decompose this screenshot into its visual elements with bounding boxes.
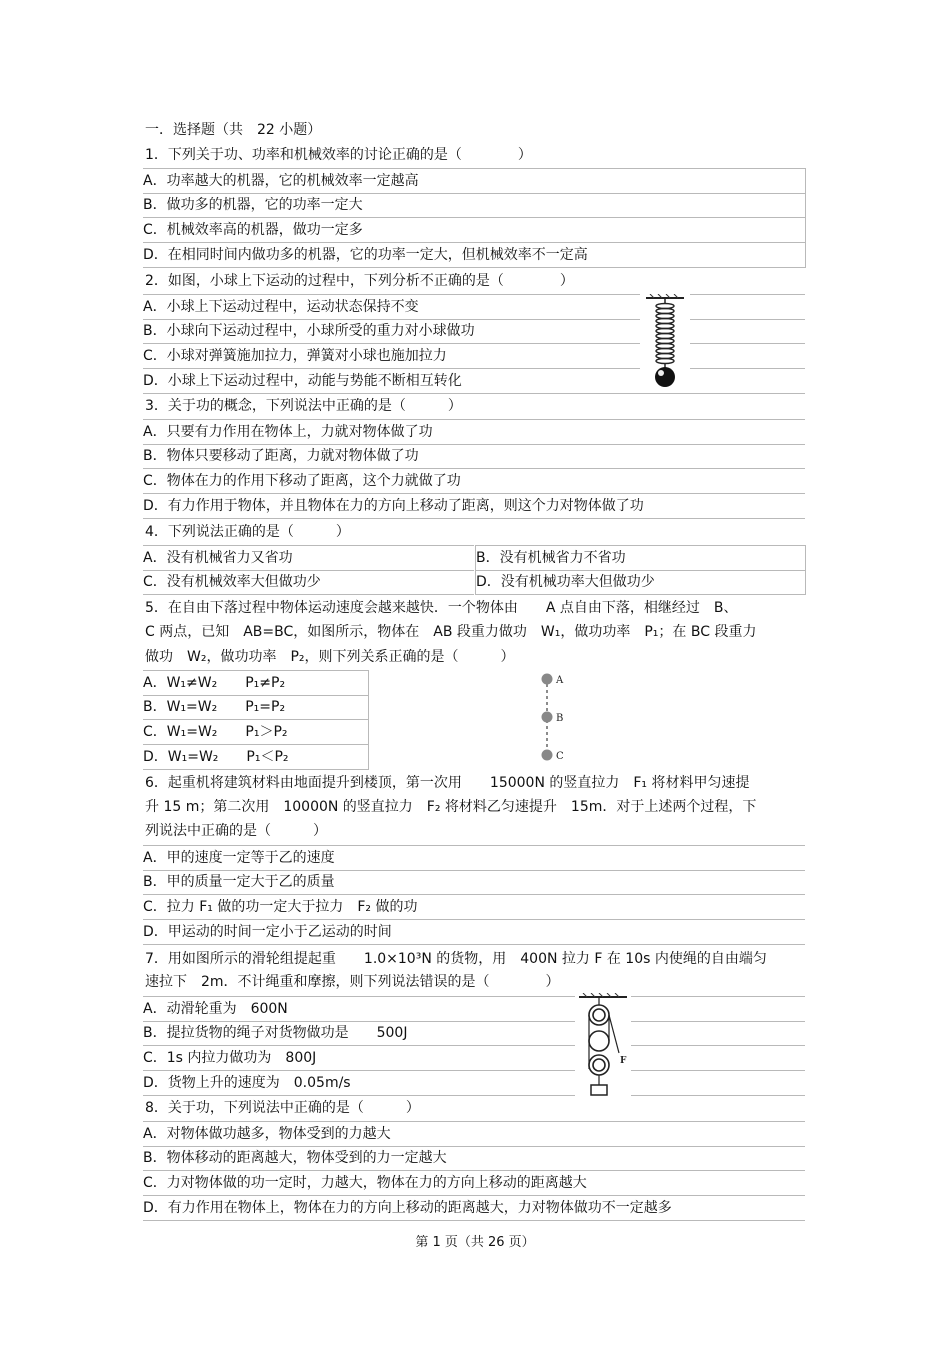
q7-option-c: C．1s 内拉力做功为 800J (143, 1046, 805, 1071)
spring-ball-figure (640, 294, 690, 390)
q1-option-d: D．在相同时间内做功多的机器，它的功率一定大，但机械效率不一定高 (143, 243, 805, 268)
q6-option-b: B．甲的质量一定大于乙的质量 (143, 870, 805, 895)
q1-option-c: C．机械效率高的机器，做功一定多 (143, 218, 805, 243)
q8-option-a: A．对物体做功越多，物体受到的力越大 (143, 1121, 805, 1147)
question-6-stem-line-3: 列说法中正确的是（ ） (145, 823, 327, 839)
figure-label-b: B (556, 713, 564, 724)
q2-option-c: C．小球对弹簧施加拉力，弹簧对小球也施加拉力 (143, 344, 805, 369)
q2-option-d: D．小球上下运动过程中，动能与势能不断相互转化 (143, 369, 805, 394)
question-5-stem-line-2: C 两点，已知 AB=BC，如图所示，物体在 AB 段重力做功 W₁，做功功率 P₁；在 BC 段重力 (145, 624, 757, 640)
question-1-stem: 1．下列关于功、功率和机械效率的讨论正确的是（ ） (145, 147, 532, 163)
q5-option-b: B．W₁=W₂ P₁=P₂ (143, 695, 368, 720)
question-5-stem-line-3: 做功 W₂，做功功率 P₂，则下列关系正确的是（ ） (145, 649, 515, 665)
figure-label-f: F (620, 1056, 627, 1066)
falling-object-figure (535, 670, 575, 765)
section-title: 一．选择题（共 22 小题） (145, 122, 322, 138)
q6-option-c: C．拉力 F₁ 做的功一定大于拉力 F₂ 做的功 (143, 895, 805, 920)
question-8-stem: 8．关于功，下列说法中正确的是（ ） (145, 1100, 420, 1116)
q4-option-c: C．没有机械效率大但做功少 (143, 570, 474, 595)
question-7-stem-line-2: 速拉下 2m．不计绳重和摩擦，则下列说法错误的是（ ） (145, 974, 560, 990)
q4-option-d: D．没有机械功率大但做功少 (476, 570, 805, 595)
question-3-stem: 3．关于功的概念，下列说法中正确的是（ ） (145, 398, 462, 414)
q7-option-d: D．货物上升的速度为 0.05m/s (143, 1071, 805, 1096)
question-7-stem-line-1: 7．用如图所示的滑轮组提起重 1.0×10³N 的货物，用 400N 拉力 F 在 10s 内使绳的自由端匀 (145, 951, 767, 967)
q5-option-c: C．W₁=W₂ P₁＞P₂ (143, 720, 368, 745)
question-6-stem-line-1: 6．起重机将建筑材料由地面提升到楼顶，第一次用 15000N 的竖直拉力 F₁ 将材料甲匀速提 (145, 775, 750, 791)
q4-option-a: A．没有机械省力又省功 (143, 545, 474, 571)
question-6-stem-line-2: 升 15 m；第二次用 10000N 的竖直拉力 F₂ 将材料乙匀速提升 15m．对于上述两个过程，下 (145, 799, 757, 815)
question-4-stem: 4．下列说法正确的是（ ） (145, 524, 350, 540)
q2-option-a: A．小球上下运动过程中，运动状态保持不变 (143, 294, 805, 320)
q5-option-a: A．W₁≠W₂ P₁≠P₂ (143, 670, 368, 696)
q4-option-b: B．没有机械省力不省功 (476, 545, 805, 571)
q3-option-c: C．物体在力的作用下移动了距离，这个力就做了功 (143, 469, 805, 494)
q3-option-d: D．有力作用于物体，并且物体在力的方向上移动了距离，则这个力对物体做了功 (143, 494, 805, 519)
q6-option-a: A．甲的速度一定等于乙的速度 (143, 845, 805, 871)
q2-option-b: B．小球向下运动过程中，小球所受的重力对小球做功 (143, 319, 805, 344)
figure-label-c: C (556, 751, 564, 762)
q8-option-d: D．有力作用在物体上，物体在力的方向上移动的距离越大，力对物体做功不一定越多 (143, 1196, 805, 1221)
q7-option-b: B．提拉货物的绳子对货物做功是 500J (143, 1021, 805, 1046)
q7-option-a: A．动滑轮重为 600N (143, 996, 805, 1022)
question-2-stem: 2．如图，小球上下运动的过程中，下列分析不正确的是（ ） (145, 273, 574, 289)
q3-option-a: A．只要有力作用在物体上，力就对物体做了功 (143, 419, 805, 445)
q1-option-b: B．做功多的机器，它的功率一定大 (143, 193, 805, 218)
question-5-stem-line-1: 5．在自由下落过程中物体运动速度会越来越快．一个物体由 A 点自由下落，相继经过 B、 (145, 600, 738, 616)
q5-option-d: D．W₁=W₂ P₁＜P₂ (143, 745, 368, 770)
q1-option-a: A．功率越大的机器，它的机械效率一定越高 (143, 168, 805, 194)
q6-option-d: D．甲运动的时间一定小于乙运动的时间 (143, 920, 805, 945)
pulley-system-figure (575, 993, 631, 1097)
q8-option-b: B．物体移动的距离越大，物体受到的力一定越大 (143, 1146, 805, 1171)
page-footer: 第 1 页（共 26 页） (415, 1235, 535, 1250)
figure-label-a: A (556, 675, 564, 686)
q3-option-b: B．物体只要移动了距离，力就对物体做了功 (143, 444, 805, 469)
q8-option-c: C．力对物体做的功一定时，力越大，物体在力的方向上移动的距离越大 (143, 1171, 805, 1196)
